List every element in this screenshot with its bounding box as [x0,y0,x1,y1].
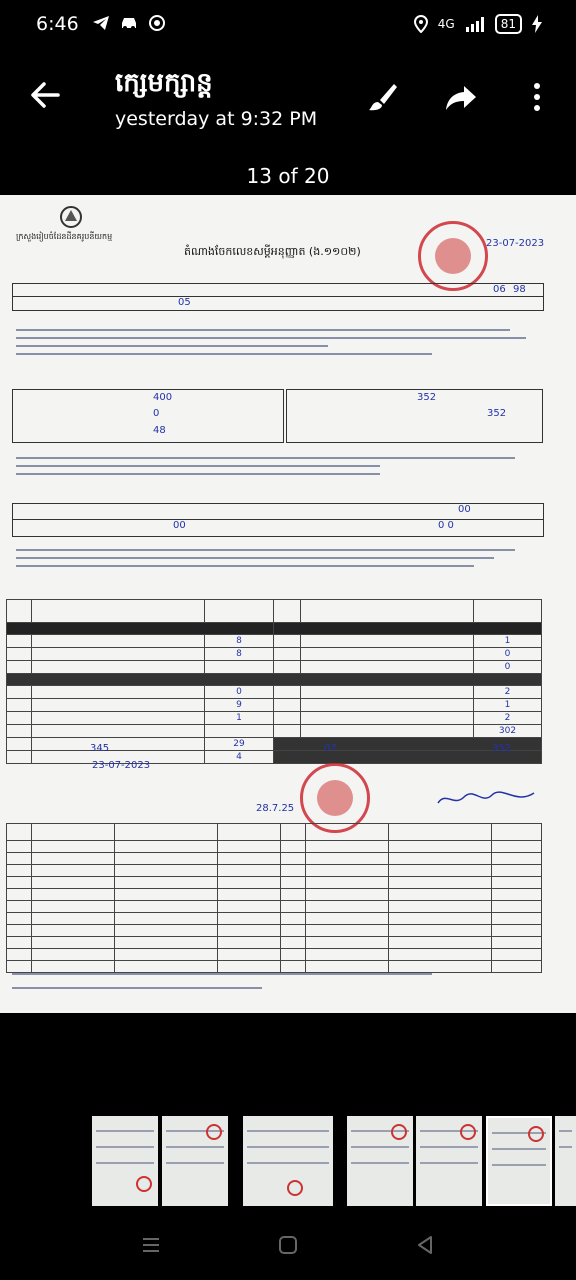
signal-icon [465,16,485,32]
image-counter: 13 of 20 [246,164,330,188]
document-photo[interactable] [0,195,576,1013]
location-icon [414,15,428,33]
charging-icon [532,15,542,33]
official-stamp-top [418,221,488,291]
thumbnail[interactable] [555,1116,576,1206]
navigation-bar [0,1222,576,1268]
network-type-label: 4G [437,17,455,31]
quantity-box-left: 400 0 48 [12,389,284,443]
paragraph-block [16,323,536,383]
telegram-icon [92,15,110,31]
clock: 6:46 [36,13,79,35]
thumbnail[interactable] [416,1116,482,1206]
summary-table: 8 1 8 0 0 0 2 9 1 1 2 302 29 4 [6,599,542,764]
thumbnail[interactable] [243,1116,333,1206]
thumbnail-selected[interactable] [486,1116,552,1206]
thumbnail[interactable] [92,1116,158,1206]
share-arrow-icon[interactable] [444,80,478,114]
battery-indicator: 81 [495,14,522,34]
handwritten-date: 23-07-2023 [486,238,545,249]
thumbnail[interactable] [347,1116,413,1206]
emblem-icon [58,205,84,229]
chat-title: ក្សេមក្សាន្ត [115,68,213,98]
signature [436,787,536,811]
fee-box: 00 00 0 0 [12,503,544,537]
document: ក្រសួងរៀបចំដែនដីនគរូបនីយកម្ម តំណាងចែកលេខសម្ដីអនុញ្ញាត (ង.១១០២) 23-07-2023 05 06 98 400 0 48 352 352 00 00 0 0 8 1 8 0 0 0 2 9 1 1 2 302 29 4 345 07 352 23-07-2023 28.7.25 [6,203,566,1003]
back-arrow-icon[interactable] [28,78,62,112]
car-icon [119,15,139,31]
info-box: 05 06 98 [12,283,544,311]
quantity-box-right: 352 352 [286,389,543,443]
paragraph-block-2 [16,451,536,491]
form-title: តំណាងចែកលេខសម្ដីអនុញ្ញាត (ង.១១០២) [184,245,361,258]
recents-icon[interactable] [140,1234,162,1256]
status-bar [0,0,576,52]
back-icon[interactable] [414,1234,436,1256]
ministry-line: ក្រសួងរៀបចំដែនដីនគរូបនីយកម្ម [16,232,113,241]
bottom-table [6,823,542,973]
thumbnail[interactable] [162,1116,228,1206]
thumbnail-strip [0,1116,576,1206]
header-text [115,66,317,130]
paragraph-block-3 [16,543,536,583]
more-options-icon[interactable] [524,80,550,114]
vpn-circle-icon [148,14,166,32]
home-icon[interactable] [277,1234,299,1256]
timestamp: yesterday at 9:32 PM [115,108,318,130]
app-bar [0,60,576,132]
edit-brush-icon[interactable] [366,80,400,114]
